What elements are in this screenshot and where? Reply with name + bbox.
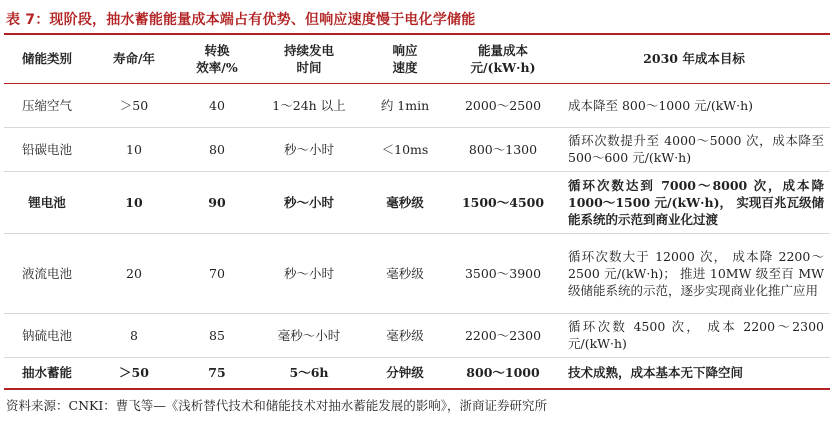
cell-cost: 1500～4500: [448, 171, 558, 233]
cell-efficiency: 70: [178, 233, 256, 313]
cell-life: 8: [90, 313, 178, 357]
table-row: [4, 83, 830, 127]
energy-storage-table: [4, 35, 830, 388]
cell-target: 循环次数大于 12000 次， 成本降 2200～2500 元/(kW·h)； 推进 10MW 级至百 MW 级储能系统的示范，逐步实现商业化推广应用: [558, 233, 830, 313]
cell-cost: 3500～3900: [448, 233, 558, 313]
cell-life: 10: [90, 171, 178, 233]
cell-response: 毫秒级: [362, 171, 448, 233]
cell-type: 铅碳电池: [4, 127, 90, 171]
cell-type: 锂电池: [4, 171, 90, 233]
table-row: [4, 313, 830, 357]
cell-duration: 秒～小时: [256, 171, 362, 233]
cell-efficiency: 80: [178, 127, 256, 171]
cell-efficiency: 40: [178, 83, 256, 127]
cell-type: 液流电池: [4, 233, 90, 313]
cell-duration: 5～6h: [289, 365, 329, 381]
cell-life: 20: [90, 233, 178, 313]
cell-target: 循环次数 4500 次， 成本 2200～2300 元/(kW·h): [558, 313, 830, 357]
cell-response: ＜10ms: [362, 127, 448, 171]
cell-type: 压缩空气: [4, 83, 90, 127]
col-header-response: 响应 速度: [362, 35, 448, 83]
cell-response: 毫秒级: [362, 233, 448, 313]
cell-cost: 800～1300: [448, 127, 558, 171]
cell-response: 约 1min: [362, 83, 448, 127]
cell-type: 抽水蓄能: [21, 365, 72, 381]
cell-duration: 秒～小时: [256, 127, 362, 171]
cell-life: ＞50: [90, 83, 178, 127]
table-row: [4, 127, 830, 171]
bottom-rule: [4, 388, 830, 390]
cell-life: ＞50: [119, 365, 149, 381]
col-header-efficiency: 转换 效率/%: [178, 35, 256, 83]
cell-target: 循环次数达到 7000～8000 次，成本降 1000～1500 元/(kW·h)， 实现百兆瓦级储能系统的示范到商业化过渡: [558, 171, 830, 233]
cell-response: 分钟级: [386, 365, 424, 381]
col-header-cost: 能量成本 元/(kW·h): [448, 35, 558, 83]
cell-target: 技术成熟，成本基本无下降空间: [568, 365, 744, 381]
cell-target: 循环次数提升至 4000～5000 次，成本降至 500～600 元/(kW·h): [558, 127, 830, 171]
table-row: [4, 357, 830, 388]
table-title: 表 7：现阶段，抽水蓄能能量成本端占有优势、但响应速度慢于电化学储能: [6, 12, 476, 28]
cell-life: 10: [90, 127, 178, 171]
table-row: [4, 233, 830, 313]
cell-efficiency: 85: [178, 313, 256, 357]
cell-cost: 2000～2500: [448, 83, 558, 127]
cell-target: 成本降至 800～1000 元/(kW·h): [558, 83, 830, 127]
table-row: [4, 171, 830, 233]
cell-duration: 1～24h 以上: [256, 83, 362, 127]
cell-efficiency: 75: [208, 365, 226, 381]
col-header-life: 寿命/年: [90, 35, 178, 83]
cell-duration: 毫秒～小时: [256, 313, 362, 357]
cell-cost: 800～1000: [466, 365, 540, 381]
header-row: [4, 35, 830, 83]
cell-cost: 2200～2300: [448, 313, 558, 357]
col-header-target: 2030 年成本目标: [558, 35, 830, 83]
cell-duration: 秒～小时: [256, 233, 362, 313]
cell-efficiency: 90: [178, 171, 256, 233]
col-header-type: 储能类别: [4, 35, 90, 83]
cell-response: 毫秒级: [362, 313, 448, 357]
col-header-duration: 持续发电 时间: [256, 35, 362, 83]
cell-type: 钠硫电池: [4, 313, 90, 357]
source-note: 资料来源：CNKI：曹飞等—《浅析替代技术和储能技术对抽水蓄能发展的影响》，浙商证券研究所: [6, 398, 548, 413]
